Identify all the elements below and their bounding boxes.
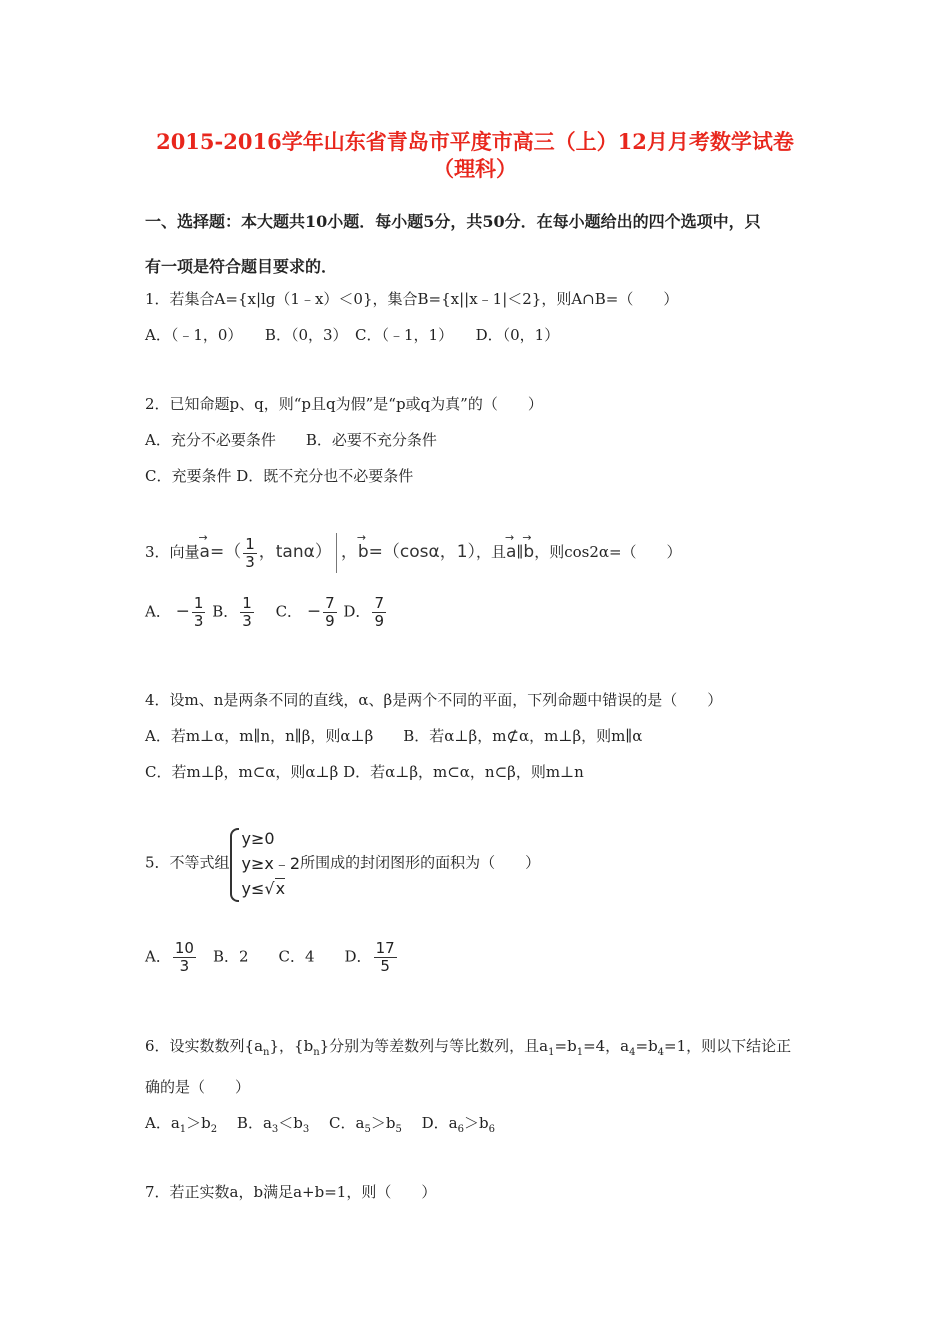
section-heading-line2: 有一项是符合题目要求的． (145, 257, 338, 276)
question-2-options-ab: A．充分不必要条件 B．必要不充分条件 (145, 431, 437, 449)
inequality-system: y≥0 y≥x﹣2 y≤√x (230, 826, 301, 901)
vector-a: → a (200, 542, 210, 562)
question-1-options: A．（﹣1，0） B．（0，3） C．（﹣1，1） D．（0，1） (145, 326, 560, 344)
question-2-options-cd: C．充要条件 D．既不充分也不必要条件 (145, 467, 414, 485)
exam-subtitle: （理科） (433, 156, 517, 181)
question-4-options-cd: C．若m⊥β，m⊂α，则α⊥β D．若α⊥β，m⊂α，n⊂β，则m⊥n (145, 763, 584, 781)
question-6-options: A．$a_1>b_2$ B．$a_3<b_3$ C．$a_5>b_5$ D．$a_6>b_6$ (145, 1114, 495, 1135)
option-d-fraction: $\frac{7}{9}$ (374, 594, 384, 630)
vector-a-parallel: → a (506, 542, 516, 562)
separator-bar (336, 533, 337, 573)
fraction-one-third: $\frac{1}{3}$ (245, 534, 255, 571)
option-b-fraction: $\frac{1}{3}$ (242, 594, 252, 630)
question-1-stem: 1．若集合A={x|lg（1﹣x）＜0}，集合B={x||x﹣1|＜2}，则A∩B=（ ） (145, 290, 679, 308)
vector-b: → b (358, 542, 369, 562)
question-5-stem: 5．不等式组 y≥0 y≥x﹣2 y≤√x 所围成的封闭图形的面积为（ ） (145, 826, 540, 901)
section-heading-line1: 一、选择题：本大题共10小题．每小题5分，共50分．在每小题给出的四个选项中，只 (145, 212, 761, 231)
question-7-stem: 7．若正实数a，b满足a+b=1，则（ ） (145, 1183, 437, 1201)
exam-title: 2015-2016学年山东省青岛市平度市高三（上）12月月考数学试卷 (156, 129, 794, 154)
question-4-options-ab: A．若m⊥α，m∥n，n∥β，则α⊥β B．若α⊥β，m⊄α，m⊥β，则m∥α (145, 727, 643, 745)
question-6-stem: 6．设实数数列$\{a_n\}$，$\{b_n\}$分别为等差数列与等比数列，且$a_1=b_1=4$，$a_4=b_4=1$，则以下结论正 (145, 1037, 792, 1058)
question-6-stem-line2: 确的是（ ） (145, 1078, 251, 1096)
question-3-stem: 3．向量→ a=（ $\frac{1}{3}$ ，tanα） ，→ b=（cosα，1），且→ a∥→ b，则cos2α=（ ） (145, 533, 682, 573)
vector-b-parallel: → b (523, 542, 534, 562)
brace-icon (230, 828, 239, 902)
option-d-fraction: $\frac{17}{5}$ (375, 939, 395, 975)
option-a-fraction: $\frac{10}{3}$ (174, 939, 194, 975)
question-4-stem: 4．设m、n是两条不同的直线，α、β是两个不同的平面，下列命题中错误的是（ ） (145, 691, 723, 709)
question-3-options: A． − $\frac{1}{3}$ B． $\frac{1}{3}$ C． − $\frac{7}{9}$ D． $\frac{7}{9}$ (145, 594, 384, 630)
option-a-fraction: $\frac{1}{3}$ (193, 594, 204, 630)
question-5-options: A． $\frac{10}{3}$ B．2 C．4 D． $\frac{17}{5}$ (145, 939, 395, 975)
option-c-fraction: $\frac{7}{9}$ (325, 594, 335, 630)
question-2-stem: 2．已知命题p、q，则“p且q为假”是“p或q为真”的（ ） (145, 395, 543, 413)
